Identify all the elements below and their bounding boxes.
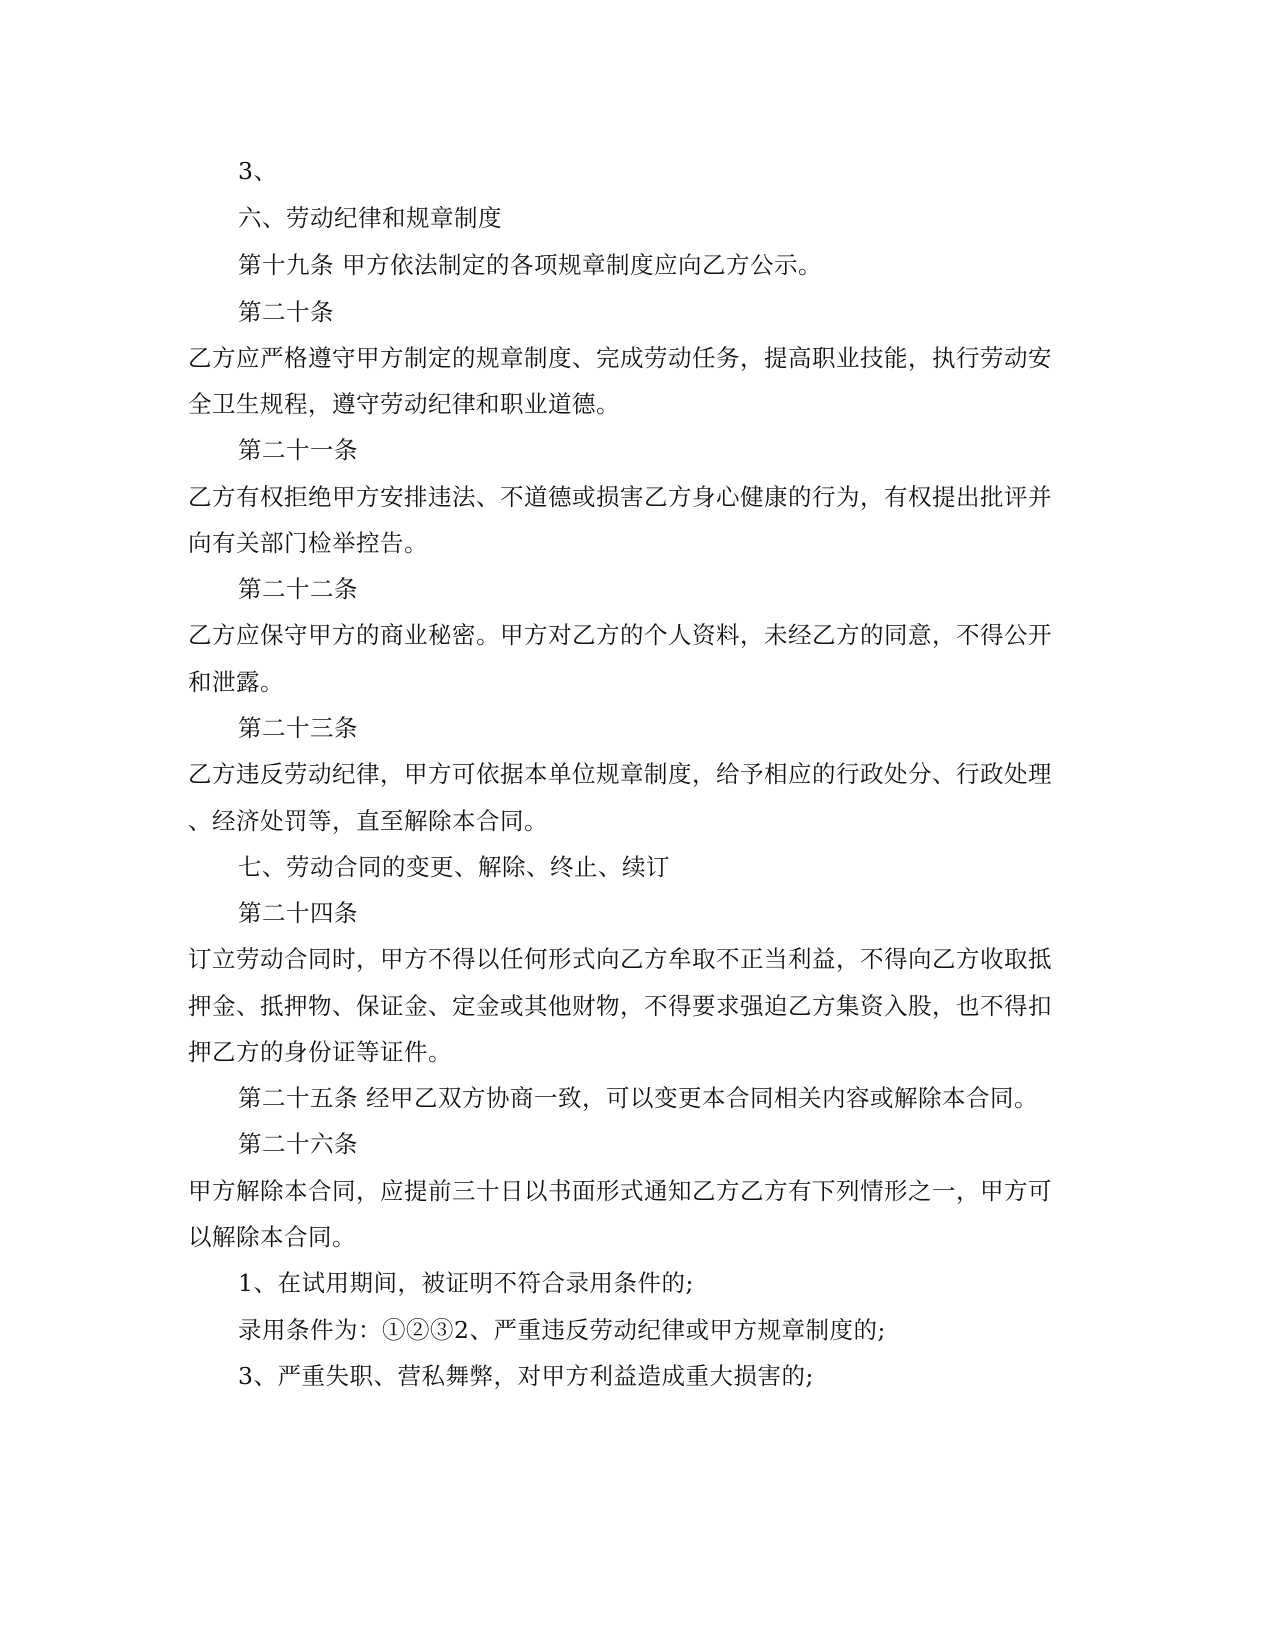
paragraph-line: 乙方应严格遵守甲方制定的规章制度、完成劳动任务，提高职业技能，执行劳动安 (188, 344, 1052, 372)
section-heading: 七、劳动合同的变更、解除、终止、续订 (238, 853, 670, 881)
paragraph-line: 乙方有权拒绝甲方安排违法、不道德或损害乙方身心健康的行为，有权提出批评并 (188, 483, 1052, 511)
list-item-number: 3、 (238, 157, 278, 185)
article-paragraph: 第二十五条 经甲乙双方协商一致，可以变更本合同相关内容或解除本合同。 (238, 1084, 1038, 1112)
paragraph-line: 和泄露。 (188, 668, 284, 696)
list-item: 3、严重失职、营私舞弊，对甲方利益造成重大损害的; (238, 1362, 814, 1390)
article-title: 第二十四条 (238, 899, 358, 927)
article-paragraph: 第十九条 甲方依法制定的各项规章制度应向乙方公示。 (238, 251, 822, 279)
article-title: 第二十三条 (238, 714, 358, 742)
paragraph-line: 乙方违反劳动纪律，甲方可依据本单位规章制度，给予相应的行政处分、行政处理 (188, 760, 1052, 788)
paragraph-line: 向有关部门检举控告。 (188, 529, 428, 557)
paragraph-line: 、经济处罚等，直至解除本合同。 (188, 807, 548, 835)
paragraph-line: 全卫生规程，遵守劳动纪律和职业道德。 (188, 390, 620, 418)
article-title: 第二十二条 (238, 575, 358, 603)
article-title: 第二十六条 (238, 1130, 358, 1158)
article-title: 第二十条 (238, 298, 334, 326)
section-heading: 六、劳动纪律和规章制度 (238, 204, 502, 232)
paragraph-line: 押金、抵押物、保证金、定金或其他财物，不得要求强迫乙方集资入股，也不得扣 (188, 992, 1052, 1020)
paragraph-line: 以解除本合同。 (188, 1223, 356, 1251)
list-item: 录用条件为：①②③2、严重违反劳动纪律或甲方规章制度的; (238, 1316, 886, 1344)
list-item: 1、在试用期间，被证明不符合录用条件的; (238, 1269, 694, 1297)
article-title: 第二十一条 (238, 436, 358, 464)
paragraph-line: 乙方应保守甲方的商业秘密。甲方对乙方的个人资料，未经乙方的同意，不得公开 (188, 621, 1052, 649)
paragraph-line: 押乙方的身份证等证件。 (188, 1038, 452, 1066)
paragraph-line: 甲方解除本合同，应提前三十日以书面形式通知乙方乙方有下列情形之一，甲方可 (188, 1177, 1052, 1205)
paragraph-line: 订立劳动合同时，甲方不得以任何形式向乙方牟取不正当利益，不得向乙方收取抵 (188, 945, 1052, 973)
